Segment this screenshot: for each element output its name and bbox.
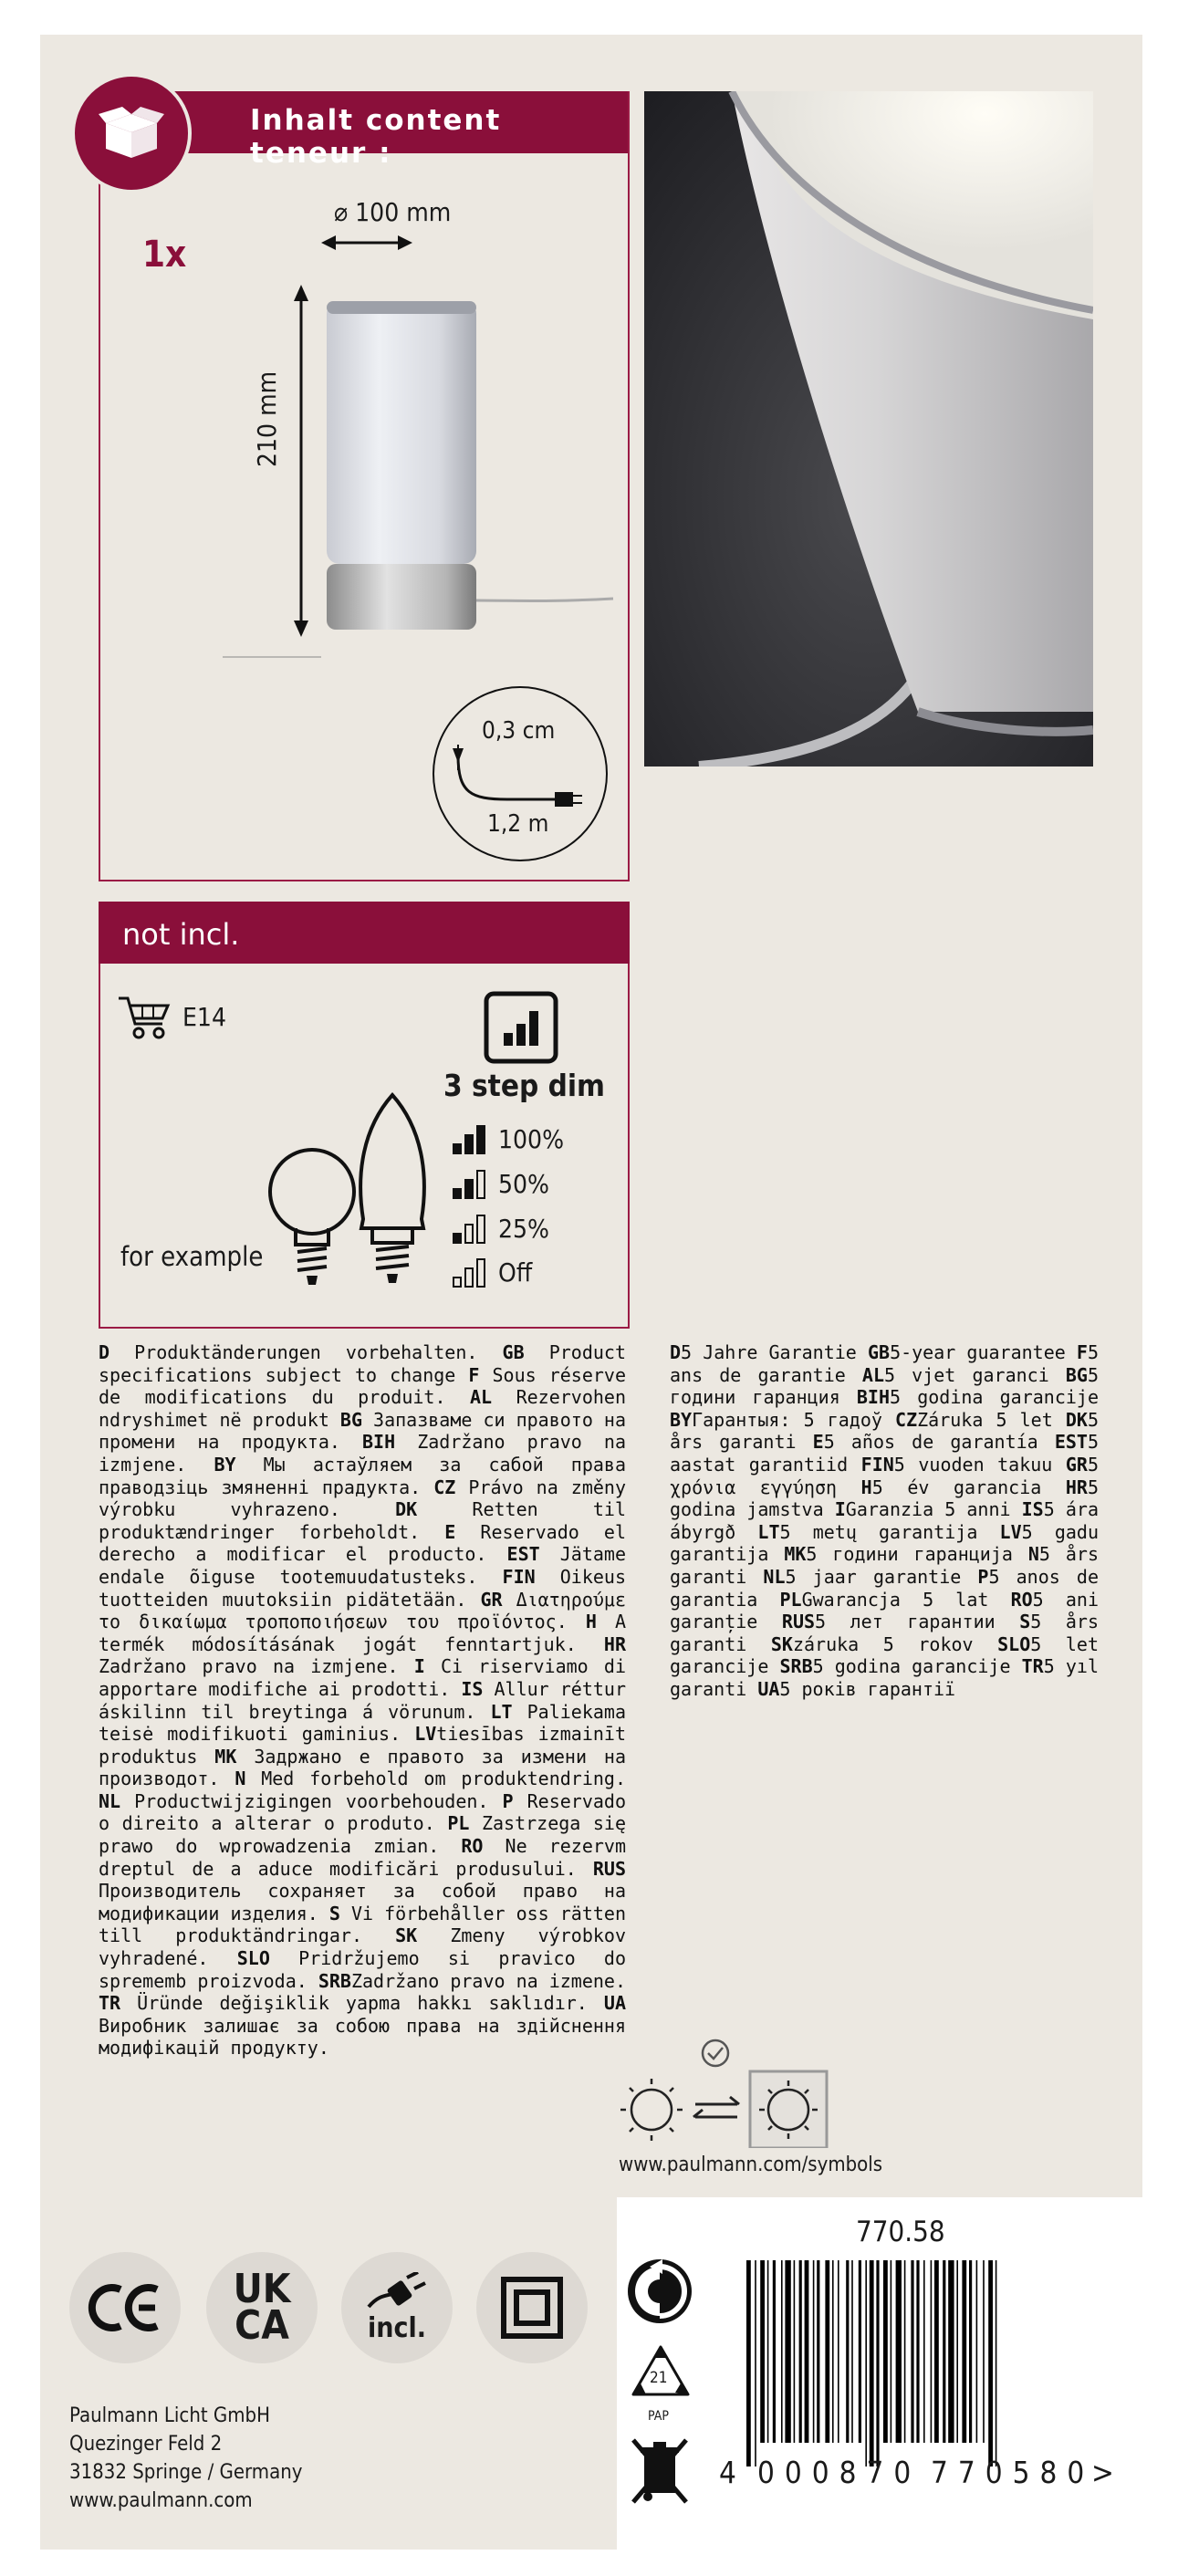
country-text: Производитель сохраняет за собой право на модификации изделия. bbox=[99, 1880, 626, 1924]
protection-class-2-mark bbox=[476, 2252, 588, 2363]
country-code: IS bbox=[1021, 1498, 1044, 1521]
country-code: F bbox=[1076, 1341, 1088, 1363]
country-code: D bbox=[670, 1341, 682, 1363]
country-text: Üründe değişiklik yapma hakkı saklıdır. bbox=[120, 1992, 604, 2015]
country-code: MK bbox=[784, 1543, 807, 1566]
country-code: TR bbox=[1021, 1655, 1044, 1678]
country-code: HR bbox=[1065, 1476, 1088, 1498]
cable-circle bbox=[433, 686, 608, 861]
country-code: RO bbox=[461, 1835, 484, 1858]
dim-title: 3 step dim bbox=[443, 1068, 605, 1103]
country-code: BIH bbox=[856, 1386, 891, 1409]
country-code: DK bbox=[395, 1498, 418, 1521]
country-text: Garanzia 5 anni bbox=[845, 1498, 1022, 1521]
country-text: 5 vuoden takuu bbox=[893, 1453, 1066, 1476]
country-text: Záruka 5 let bbox=[917, 1408, 1066, 1431]
country-text: Zastrzega się prawo do wprowadzenia zmian. bbox=[99, 1812, 626, 1858]
dimmer-icon bbox=[484, 991, 558, 1064]
country-text: Vi förbehåller oss rätten till produktändringar. bbox=[99, 1902, 626, 1947]
barcode-bar bbox=[746, 2260, 751, 2466]
bulb-icons bbox=[265, 1091, 438, 1292]
country-text: Zmeny výrobkov vyhradené. bbox=[99, 1924, 626, 1970]
country-text: Reservado el derecho a modificar el producto. bbox=[99, 1520, 626, 1566]
barcode-bar bbox=[755, 2260, 756, 2466]
dim-level-100-label: 100% bbox=[498, 1124, 565, 1154]
barcode-bar bbox=[773, 2260, 776, 2443]
barcode-bar bbox=[876, 2260, 879, 2466]
country-text: 5 років гарантії bbox=[779, 1677, 956, 1700]
company-web: www.paulmann.com bbox=[69, 2489, 253, 2512]
country-code: E bbox=[812, 1431, 824, 1454]
cable-length: 1,2 m bbox=[487, 810, 549, 838]
quantity: 1x bbox=[142, 234, 187, 276]
country-text: Reservado o direito a alterar o produto. bbox=[99, 1789, 626, 1835]
barcode-bar bbox=[996, 2260, 997, 2466]
barcode-bar bbox=[904, 2260, 906, 2443]
article-number: 770.58 bbox=[856, 2216, 945, 2248]
double-square-icon bbox=[500, 2276, 564, 2340]
country-text: Pridržujemo si pravico do sprememb proizvoda. bbox=[99, 1947, 627, 1992]
lamp-drawing bbox=[219, 217, 620, 664]
country-text: Διατηρούμε το δικαίωμα τροποποιήσεων του προϊόντος. bbox=[99, 1588, 626, 1633]
barcode-bar bbox=[870, 2260, 874, 2466]
barcode-bar bbox=[760, 2260, 765, 2443]
country-code: UA bbox=[603, 1992, 626, 2015]
cable-icon bbox=[434, 688, 606, 860]
country-code: LT bbox=[490, 1700, 513, 1723]
dim-level-off-label: Off bbox=[498, 1257, 533, 1288]
barcode-bar bbox=[948, 2260, 954, 2443]
country-code: UA bbox=[757, 1677, 780, 1700]
not-included-header-text: not incl. bbox=[122, 917, 240, 952]
barcode-bar bbox=[976, 2260, 978, 2443]
country-text: Задржано е правото за измени на производот. bbox=[99, 1745, 626, 1790]
country-code: RO bbox=[1010, 1588, 1033, 1611]
barcode-bar bbox=[825, 2260, 829, 2443]
country-code: NL bbox=[763, 1565, 786, 1588]
country-code: GB bbox=[502, 1341, 525, 1363]
dim-level-50 bbox=[453, 1169, 549, 1199]
country-code: BG bbox=[339, 1408, 363, 1431]
dim-level-off bbox=[453, 1257, 532, 1288]
country-text: Gwarancja 5 lat bbox=[801, 1588, 1011, 1611]
country-code: LT bbox=[757, 1520, 780, 1543]
country-code: LV bbox=[999, 1520, 1022, 1543]
country-code: AL bbox=[861, 1363, 884, 1386]
barcode-bar bbox=[846, 2260, 849, 2443]
lamp-photo bbox=[644, 91, 1093, 767]
country-text: tiesības izmainīt produktus bbox=[99, 1723, 626, 1768]
company-street: Quezinger Feld 2 bbox=[69, 2433, 223, 2456]
country-text: Zadržano pravo na izmjene. bbox=[99, 1655, 414, 1678]
barcode-bar bbox=[794, 2260, 796, 2443]
dim-level-100 bbox=[453, 1124, 564, 1154]
country-code: TR bbox=[99, 1992, 121, 2015]
country-text: Paliekama teisė modifikuoti gaminius. bbox=[99, 1700, 626, 1746]
country-text: Oikeus tuotteiden muutoksiin pidätetään. bbox=[99, 1565, 626, 1611]
country-text: Zadržano pravo na izmjene. bbox=[99, 1431, 626, 1476]
weee-bin-icon bbox=[630, 2435, 692, 2504]
country-code: PL bbox=[779, 1588, 802, 1611]
ukca-mark bbox=[206, 2252, 318, 2363]
country-text: 5 gadu garantija bbox=[670, 1520, 1099, 1566]
barcode-bar bbox=[813, 2260, 815, 2443]
legal-disclaimer bbox=[99, 1341, 626, 2060]
country-text: Zadržano pravo na izmene. bbox=[350, 1969, 626, 1992]
barcode-bar bbox=[832, 2260, 834, 2443]
country-text: Produktänderungen vorbehalten. bbox=[109, 1341, 503, 1363]
contents-header-text: Inhalt content teneur : bbox=[250, 104, 502, 170]
barcode-bar bbox=[916, 2260, 919, 2443]
dim-level-25-label: 25% bbox=[498, 1214, 549, 1244]
country-code: AL bbox=[470, 1386, 493, 1409]
dim-level-25 bbox=[453, 1214, 549, 1244]
country-text: Retten til produktændringer forbeholdt. bbox=[99, 1498, 627, 1543]
country-code: MK bbox=[214, 1745, 237, 1768]
country-code: GB bbox=[867, 1341, 891, 1363]
country-text: Запазваме си правото на промени на продукта. bbox=[99, 1408, 627, 1454]
contents-header bbox=[137, 91, 628, 170]
barcode-bar bbox=[923, 2260, 925, 2443]
ukca-line2: CA bbox=[235, 2302, 289, 2349]
country-text: 5 metų garantija bbox=[779, 1520, 1000, 1543]
country-code: H bbox=[585, 1611, 597, 1633]
country-code: SLO bbox=[997, 1632, 1031, 1655]
country-text: 5 ára ábyrgð bbox=[670, 1498, 1099, 1543]
country-text: 5 години гаранција bbox=[806, 1543, 1028, 1566]
barcode-bar bbox=[931, 2260, 933, 2443]
barcode-bar bbox=[817, 2260, 819, 2443]
country-code: FIN bbox=[502, 1565, 536, 1588]
country-code: SK bbox=[770, 1632, 793, 1655]
socket-type: E14 bbox=[182, 1002, 226, 1032]
energy-symbol bbox=[615, 2039, 834, 2148]
country-code: E bbox=[444, 1520, 456, 1543]
barcode-bar bbox=[969, 2260, 972, 2443]
country-text: záruka 5 rokov bbox=[792, 1632, 998, 1655]
barcode-bar bbox=[896, 2260, 902, 2443]
barcode bbox=[746, 2260, 1111, 2466]
barcode-digit-first: 4 bbox=[719, 2455, 736, 2490]
country-text: 5 Jahre Garantie bbox=[681, 1341, 868, 1363]
barcode-bar bbox=[891, 2260, 892, 2443]
country-code: NL bbox=[99, 1789, 121, 1812]
country-text: 5 ans de garantie bbox=[670, 1341, 1099, 1386]
company-city: 31832 Springe / Germany bbox=[69, 2461, 303, 2484]
country-text: 5 godina jamstva bbox=[670, 1476, 1099, 1521]
country-code: RUS bbox=[592, 1857, 626, 1880]
box-icon bbox=[71, 73, 192, 193]
country-code: CZ bbox=[895, 1408, 918, 1431]
barcode-bar bbox=[865, 2260, 867, 2466]
recycling-label: PAP bbox=[648, 2409, 669, 2424]
ce-mark bbox=[69, 2252, 181, 2363]
country-text: 5 godina garancije bbox=[890, 1386, 1099, 1409]
country-text: Jätame endale õiguse tootemuudatusteks. bbox=[99, 1543, 626, 1588]
country-code: H bbox=[860, 1476, 872, 1498]
country-code: CZ bbox=[433, 1476, 456, 1498]
country-text: Product specifications subject to change bbox=[99, 1341, 627, 1386]
recycling-code: 21 bbox=[650, 2369, 668, 2387]
country-code: D bbox=[99, 1341, 110, 1363]
barcode-digits-left: 000870 bbox=[757, 2455, 922, 2490]
country-code: I bbox=[834, 1498, 846, 1521]
barcode-bar bbox=[962, 2260, 966, 2443]
country-text: 5-year guarantee bbox=[890, 1341, 1077, 1363]
country-code: SRB bbox=[779, 1655, 813, 1678]
green-dot-icon bbox=[626, 2258, 693, 2325]
barcode-bar bbox=[988, 2260, 993, 2466]
country-code: EST bbox=[506, 1543, 540, 1566]
for-example-label: for example bbox=[120, 1241, 264, 1272]
country-code: I bbox=[413, 1655, 425, 1678]
height-label: 210 mm bbox=[252, 370, 282, 467]
country-text: 5 anos de garantia bbox=[670, 1565, 1100, 1611]
country-text: 5 лет гарантии bbox=[815, 1611, 1020, 1633]
ukca-line1: UK bbox=[233, 2266, 291, 2312]
country-text: 5 años de garantía bbox=[823, 1431, 1055, 1454]
country-text: 5 års garanti bbox=[670, 1543, 1099, 1588]
plug-included-mark bbox=[341, 2252, 453, 2363]
country-text: 5 års garanti bbox=[670, 1611, 1099, 1655]
dim-level-50-label: 50% bbox=[498, 1169, 549, 1199]
country-text: 5 ani garanție bbox=[670, 1588, 1099, 1633]
country-text: 5 godina garancije bbox=[812, 1655, 1022, 1678]
country-text: 5 let garancije bbox=[670, 1632, 1099, 1678]
diameter-label: ⌀ 100 mm bbox=[334, 197, 452, 227]
cable-thickness: 0,3 cm bbox=[482, 717, 556, 745]
barcode-bar bbox=[859, 2260, 861, 2443]
country-text: Ne rezervm dreptul de a aduce modificări produsului. bbox=[99, 1835, 626, 1880]
country-text: Productwijzigingen voorbehouden. bbox=[120, 1789, 503, 1812]
guarantee-text bbox=[670, 1341, 1099, 1701]
barcode-bar bbox=[983, 2260, 985, 2443]
country-text: Виробник залишає за собою права на здійснення модифікацій продукту. bbox=[99, 2014, 626, 2060]
country-code: RUS bbox=[781, 1611, 816, 1633]
plug-icon bbox=[365, 2272, 429, 2312]
country-code: S bbox=[328, 1902, 340, 1924]
barcode-bar bbox=[911, 2260, 913, 2443]
country-code: DK bbox=[1065, 1408, 1088, 1431]
barcode-bar bbox=[851, 2260, 853, 2443]
barcode-bar bbox=[767, 2260, 769, 2443]
barcode-bar bbox=[785, 2260, 790, 2443]
country-text: Med forbehold om produktendring. bbox=[245, 1768, 626, 1790]
country-text: Právo na změny výrobku vyhrazeno. bbox=[99, 1476, 626, 1521]
country-code: GR bbox=[480, 1588, 503, 1611]
country-text: 5 vjet garanci bbox=[884, 1363, 1066, 1386]
company-address bbox=[69, 2402, 302, 2515]
country-code: F bbox=[468, 1363, 480, 1386]
country-text: Ci riserviamo di apportare modifiche ai prodotti. bbox=[99, 1655, 626, 1700]
cart-icon bbox=[117, 993, 172, 1042]
barcode-bar bbox=[934, 2260, 939, 2443]
country-code: BIH bbox=[362, 1431, 396, 1454]
country-text: A termék módosításának jogát fenntartjuk. bbox=[99, 1611, 626, 1655]
country-code: SK bbox=[395, 1924, 418, 1947]
country-code: FIN bbox=[860, 1453, 894, 1476]
country-text: Sous réserve de modifications du produit. bbox=[99, 1363, 626, 1409]
barcode-bar bbox=[838, 2260, 839, 2443]
barcode-marker: > bbox=[1091, 2455, 1114, 2490]
barcode-bar bbox=[956, 2260, 958, 2443]
country-text: 5 yıl garanti bbox=[670, 1655, 1099, 1700]
country-text: Rezervohen ndryshimet në produkt bbox=[99, 1386, 626, 1431]
country-code: GR bbox=[1065, 1453, 1088, 1476]
country-text: 5 jaar garantie bbox=[785, 1565, 978, 1588]
barcode-bar bbox=[943, 2260, 945, 2443]
plug-included-label: incl. bbox=[368, 2311, 426, 2344]
country-code: SLO bbox=[236, 1947, 270, 1970]
country-code: PL bbox=[447, 1812, 470, 1835]
barcode-bar bbox=[883, 2260, 888, 2443]
country-text: Allur réttur áskilinn til breytinga á vörunum. bbox=[99, 1677, 626, 1723]
ce-mark-icon bbox=[88, 2284, 162, 2331]
country-code: N bbox=[235, 1768, 246, 1790]
country-text: Гарантыя: 5 гадоў bbox=[692, 1408, 896, 1431]
country-code: LV bbox=[414, 1723, 437, 1746]
country-code: BY bbox=[670, 1408, 693, 1431]
country-text: 5 év garancia bbox=[871, 1476, 1066, 1498]
company-name: Paulmann Licht GmbH bbox=[69, 2404, 270, 2427]
country-text: Мы астаўляем за сабой права праводзіць змяненні прадукта. bbox=[99, 1453, 626, 1498]
country-code: SRB bbox=[318, 1969, 351, 1992]
country-text: 5 aastat garantiid bbox=[670, 1431, 1100, 1476]
country-code: S bbox=[1019, 1611, 1031, 1633]
barcode-bar bbox=[805, 2260, 809, 2443]
country-code: P bbox=[977, 1565, 989, 1588]
country-code: N bbox=[1027, 1543, 1039, 1566]
country-code: BY bbox=[214, 1453, 236, 1476]
country-code: BG bbox=[1065, 1363, 1088, 1386]
symbols-url: www.paulmann.com/symbols bbox=[619, 2154, 883, 2176]
country-text: 5 години гаранция bbox=[670, 1363, 1099, 1409]
not-included-header bbox=[99, 902, 630, 964]
country-text: 5 års garanti bbox=[670, 1408, 1099, 1454]
country-code: P bbox=[502, 1789, 514, 1812]
barcode-bar bbox=[799, 2260, 802, 2443]
country-code: EST bbox=[1054, 1431, 1088, 1454]
country-text: 5 χρόνια εγγύηση bbox=[670, 1453, 1099, 1498]
country-code: HR bbox=[603, 1632, 626, 1655]
barcode-bar bbox=[781, 2260, 783, 2443]
barcode-digits-right: 770580 bbox=[931, 2455, 1095, 2490]
country-code: IS bbox=[461, 1677, 484, 1700]
